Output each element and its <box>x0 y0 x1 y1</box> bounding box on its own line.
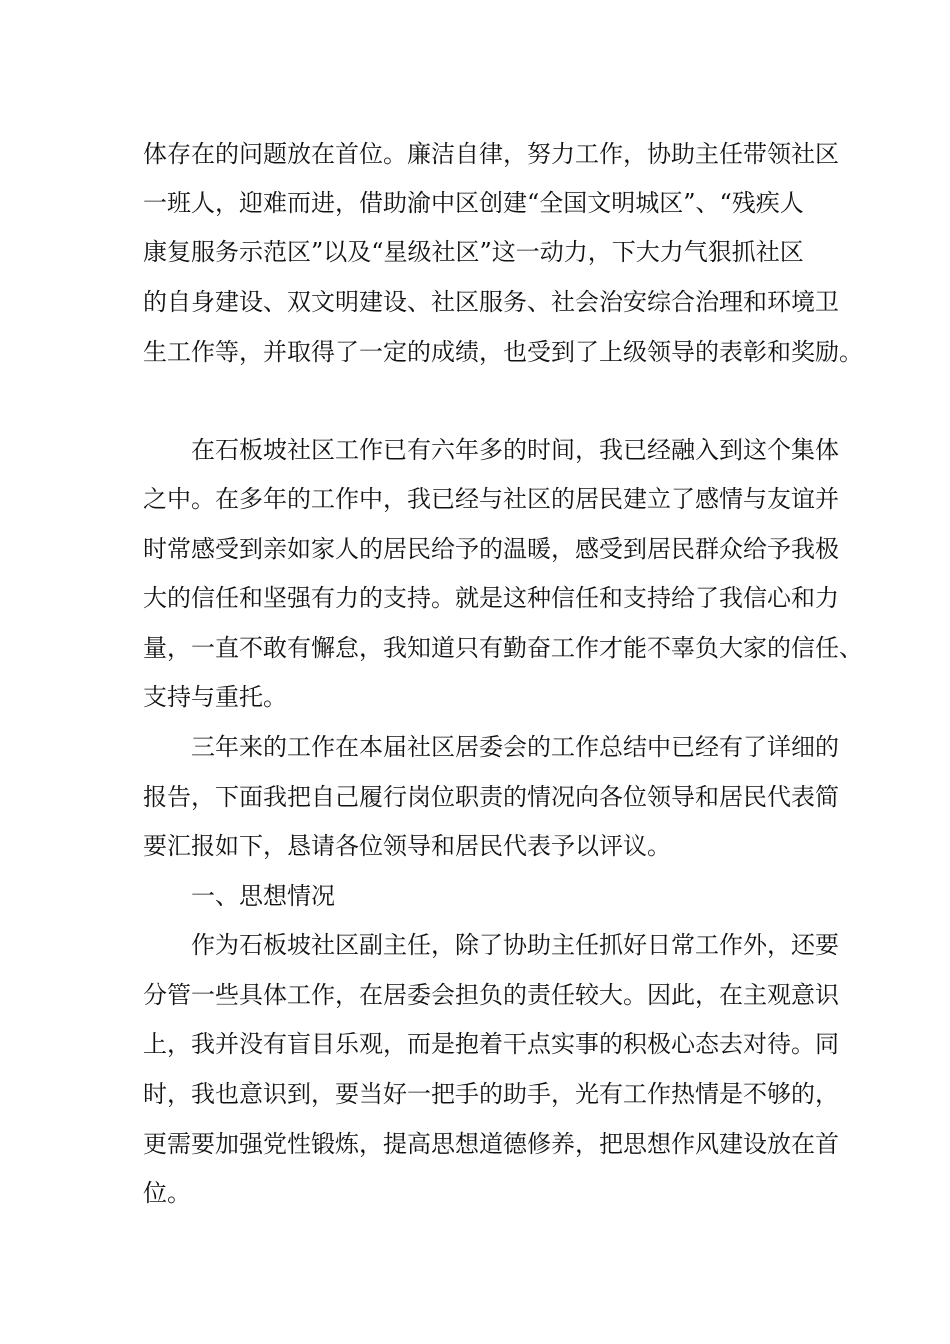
paragraph-2-line-2: 之中。在多年的工作中，我已经与社区的居民建立了感情与友谊并 <box>143 485 839 513</box>
paragraph-2-line-1: 在石板坡社区工作已有六年多的时间，我已经融入到这个集体 <box>191 436 839 464</box>
paragraph-3-line-2: 报告，下面我把自己履行岗位职责的情况向各位领导和居民代表简 <box>143 783 839 811</box>
paragraph-2-line-3: 时常感受到亲如家人的居民给予的温暖，感受到居民群众给予我极 <box>143 535 839 563</box>
paragraph-3-line-1: 三年来的工作在本届社区居委会的工作总结中已经有了详细的 <box>191 733 839 761</box>
paragraph-4-line-4: 时，我也意识到，要当好一把手的助手，光有工作热情是不够的， <box>143 1080 839 1108</box>
paragraph-1-line-1: 体存在的问题放在首位。廉洁自律，努力工作，协助主任带领社区 <box>143 140 839 168</box>
paragraph-1-line-4: 的自身建设、双文明建设、社区服务、社会治安综合治理和环境卫 <box>143 288 839 316</box>
paragraph-4-line-2: 分管一些具体工作，在居委会担负的责任较大。因此，在主观意识 <box>143 981 839 1009</box>
paragraph-1-line-3: 康复服务示范区”以及“星级社区”这一动力，下大力气狠抓社区 <box>143 238 804 266</box>
paragraph-3-line-3: 要汇报如下，恳请各位领导和居民代表予以评议。 <box>143 832 671 860</box>
paragraph-2-line-6: 支持与重托。 <box>143 683 287 711</box>
paragraph-2-line-4: 大的信任和坚强有力的支持。就是这种信任和支持给了我信心和力 <box>143 584 839 612</box>
paragraph-1-line-2: 一班人，迎难而进，借助渝中区创建“全国文明城区”、“残疾人 <box>143 189 804 217</box>
paragraph-1-line-5: 生工作等，并取得了一定的成绩，也受到了上级领导的表彰和奖励。 <box>143 338 863 366</box>
paragraph-4-line-1: 作为石板坡社区副主任，除了协助主任抓好日常工作外，还要 <box>191 931 839 959</box>
paragraph-4-line-6: 位。 <box>143 1179 191 1207</box>
paragraph-2-line-5: 量，一直不敢有懈怠，我知道只有勤奋工作才能不辜负大家的信任、 <box>143 634 863 662</box>
paragraph-4-line-5: 更需要加强党性锻炼，提高思想道德修养，把思想作风建设放在首 <box>143 1130 839 1158</box>
section-heading: 一、思想情况 <box>191 882 335 910</box>
paragraph-4-line-3: 上，我并没有盲目乐观，而是抱着干点实事的积极心态去对待。同 <box>143 1030 839 1058</box>
